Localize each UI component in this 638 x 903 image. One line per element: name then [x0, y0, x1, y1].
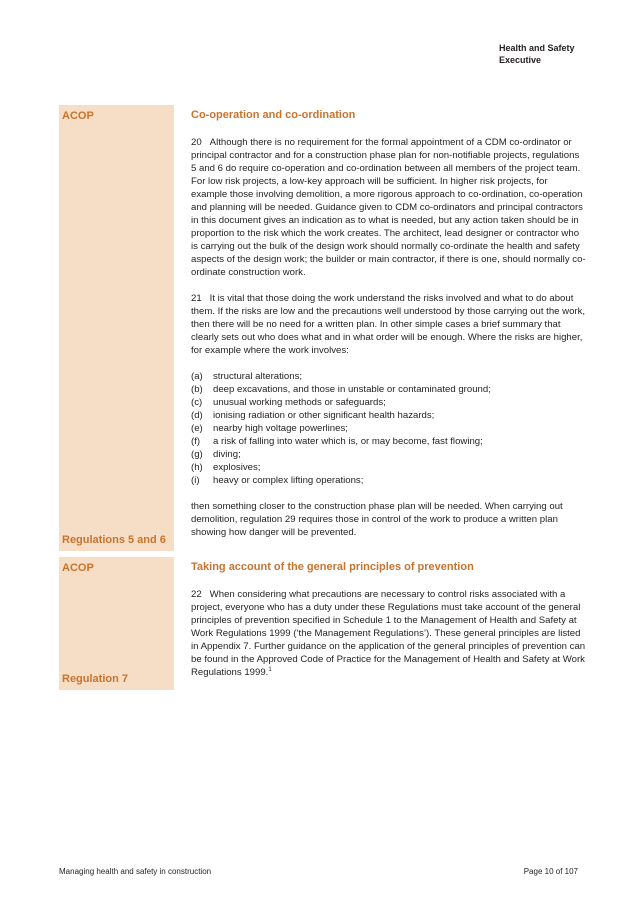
list-text: deep excavations, and those in unstable or contaminated ground;: [213, 384, 491, 395]
list-label: (i): [191, 475, 200, 486]
list-label: (b): [191, 384, 203, 395]
list-text: a risk of falling into water which is, or may become, fast flowing;: [213, 436, 483, 447]
list-label: (f): [191, 436, 201, 447]
footer-page-number: Page 10 of 107: [523, 867, 578, 876]
list-item: [191, 409, 586, 422]
section-heading: Co-operation and co-ordination: [191, 109, 356, 121]
regulation-reference: Regulations 5 and 6: [62, 534, 166, 546]
organisation-name: [499, 42, 575, 66]
list-item: [191, 448, 586, 461]
list-text: ionising radiation or other significant health hazards;: [213, 410, 435, 421]
paragraph-22: [191, 588, 586, 679]
list-label: (g): [191, 449, 203, 460]
paragraph-21: [191, 292, 586, 357]
paragraph-number: 21: [191, 293, 202, 304]
list-item: [191, 461, 586, 474]
list-label: (e): [191, 423, 203, 434]
list-text: nearby high voltage powerlines;: [213, 423, 348, 434]
list-item: [191, 383, 586, 396]
list-label: (c): [191, 397, 203, 408]
org-line-1: Health and Safety: [499, 43, 575, 53]
paragraph-text: It is vital that those doing the work understand the risks involved and what to do about them. If the risks are low and the precautions well understood by those carrying out the work, then there will be no need for a written plan. In other simple cases a brief summary that clearly sets out who does what and in what order will be enough. Where the risks are higher, for example where the work involves:: [191, 293, 586, 356]
acop-label: ACOP: [62, 562, 94, 574]
list-label: (h): [191, 462, 203, 473]
list-text: unusual working methods or safeguards;: [213, 397, 386, 408]
list-text: heavy or complex lifting operations;: [213, 475, 364, 486]
acop-label: ACOP: [62, 110, 94, 122]
list-label: (d): [191, 410, 203, 421]
paragraph-20: [191, 136, 586, 279]
paragraph-text: Although there is no requirement for the formal appointment of a CDM co-ordinator or principal contractor and for a construction phase plan for non-notifiable projects, regulations 5 and 6 do require co-operation and co-ordination between all members of the project team. For low risk projects, a low-key approach will be sufficient. In higher risk projects, for example those involving demolition, a more rigorous approach to co-ordination, co-operation and planning will be needed. Guidance given to CDM co-ordinators and principal contractors in this document gives an indication as to what is needed, but any action taken should be in proportion to the risk which the work creates. The architect, lead designer or contractor who is carrying out the bulk of the design work should normally co-ordinate the health and safety aspects of the design work; the builder or main contractor, if there is one, should normally co-ordinate construction work.: [191, 137, 586, 278]
list-label: (a): [191, 371, 203, 382]
org-line-2: Executive: [499, 55, 542, 65]
list-item: [191, 396, 586, 409]
paragraph-text: When considering what precautions are necessary to control risks associated with a project, everyone who has a duty under these Regulations must take account of the general principles of prevention specified in Schedule 1 to the Management of Health and Safety at Work Regulations 1999 (‘the Management Regulations’). These general principles are listed in Appendix 7. Further guidance on the application of the general principles of prevention can be found in the Approved Code of Practice for the Management of Health and Safety at Work Regulations 1999.: [191, 589, 586, 678]
closing-paragraph: then something closer to the construction phase plan will be needed. When carrying out demolition, regulation 29 requires those in control of the work to produce a written plan showing how danger will be prevented.: [191, 501, 563, 538]
section-2-content: [191, 560, 586, 692]
list-text: diving;: [213, 449, 241, 460]
list-text: structural alterations;: [213, 371, 303, 382]
list-text: explosives;: [213, 462, 261, 473]
list-item: [191, 474, 586, 487]
section-1-content: [191, 108, 586, 552]
paragraph-number: 20: [191, 137, 202, 148]
footnote-marker: 1: [268, 666, 272, 673]
footer-document-title: Managing health and safety in construction: [59, 867, 212, 876]
risk-list: [191, 370, 586, 487]
list-item: [191, 435, 586, 448]
list-item: [191, 370, 586, 383]
regulation-reference: Regulation 7: [62, 673, 129, 685]
paragraph-number: 22: [191, 589, 202, 600]
list-item: [191, 422, 586, 435]
acop-sidebar-section-1: [59, 105, 174, 551]
section-heading: Taking account of the general principles of prevention: [191, 561, 474, 573]
acop-sidebar-section-2: [59, 557, 174, 690]
